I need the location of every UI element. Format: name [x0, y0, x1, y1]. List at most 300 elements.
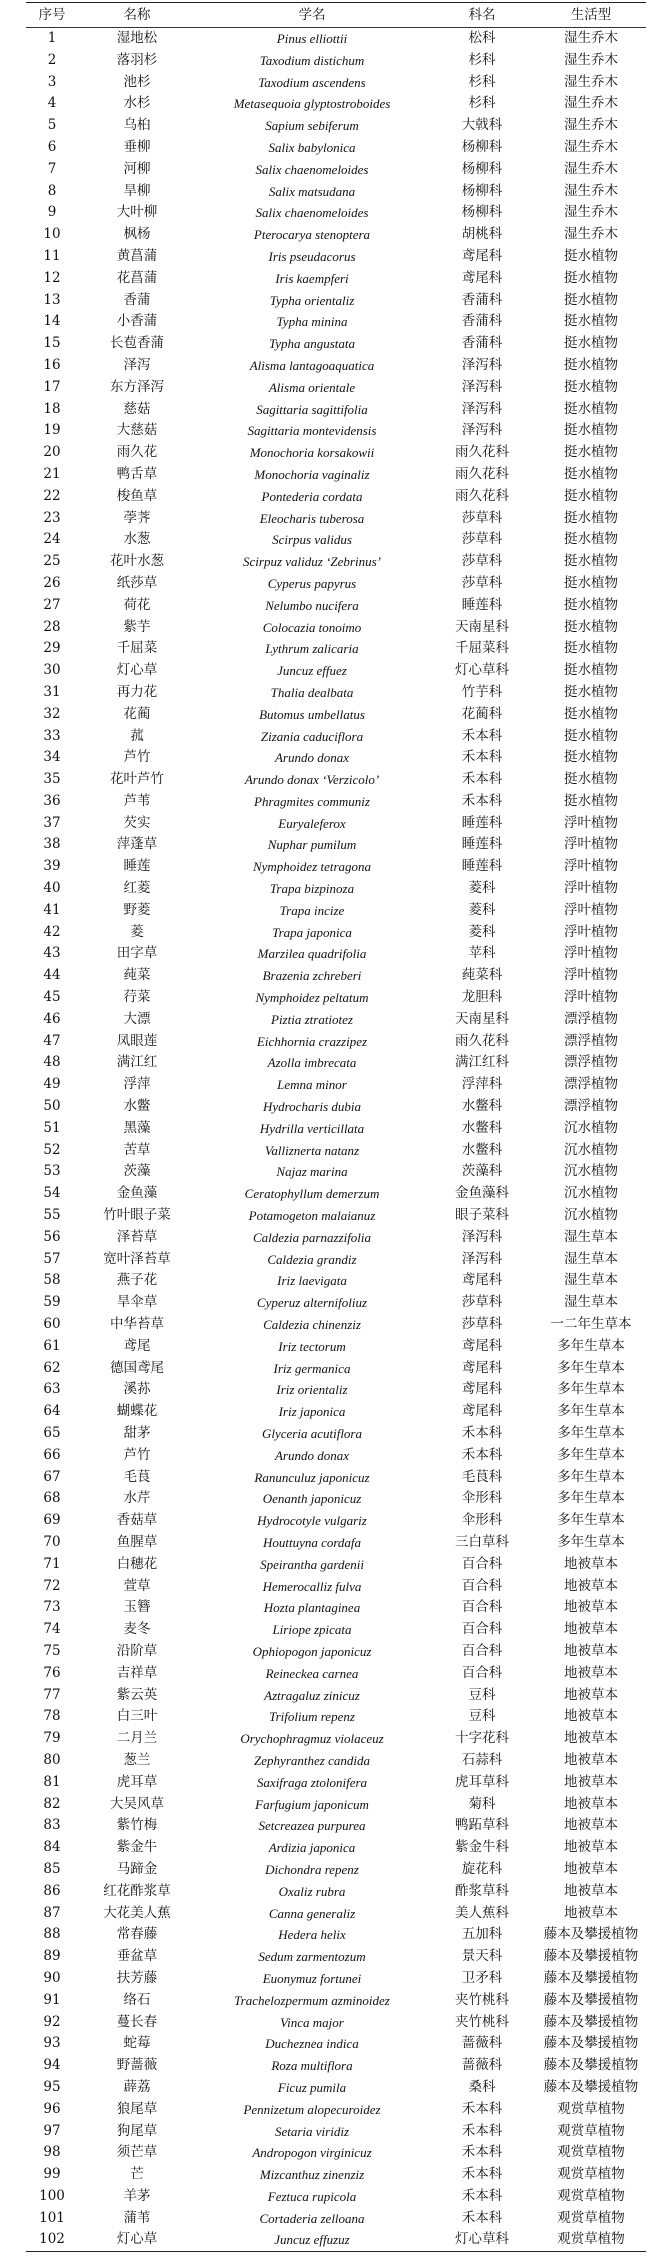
cell-scientific-name: Oxaliz rubra [278, 1883, 346, 1899]
cell-scientific-name: Alisma lantagoaquatica [249, 357, 375, 373]
cell-life-form: 多年生草本 [557, 1381, 625, 1398]
cell-scientific-name: Ceratophyllum demerzum [244, 1186, 380, 1202]
cell-life-form: 挺水植物 [564, 487, 618, 504]
cell-name: 泽泻 [123, 356, 151, 373]
cell-scientific-name: Piztia ztratiotez [271, 1011, 353, 1027]
table-header-row [26, 3, 646, 28]
cell-life-form: 湿生乔木 [564, 226, 618, 243]
cell-name: 薜荔 [123, 2078, 151, 2095]
cell-name: 鱼腥草 [116, 1533, 158, 1550]
cell-scientific-name: Zephyranthez candida [254, 1752, 370, 1768]
cell-life-form: 挺水植物 [564, 792, 618, 809]
cell-life-form: 地被草本 [564, 1773, 618, 1790]
table-row [26, 1728, 646, 1750]
cell-name: 鸢尾 [123, 1337, 151, 1354]
cell-scientific-name: Monochoria vaginaliz [254, 466, 370, 482]
cell-number: 44 [43, 967, 61, 984]
cell-life-form: 观赏草植物 [557, 2209, 625, 2226]
cell-name: 毛茛 [123, 1468, 151, 1485]
cell-life-form: 挺水植物 [564, 444, 618, 461]
cell-scientific-name: Liriope zpicata [272, 1622, 352, 1638]
cell-number: 21 [43, 465, 61, 482]
cell-life-form: 浮叶植物 [564, 880, 618, 897]
cell-name: 慈菇 [123, 400, 151, 417]
cell-family: 百合科 [461, 1621, 503, 1638]
cell-life-form: 湿生草本 [564, 1250, 618, 1267]
cell-life-form: 挺水植物 [564, 749, 618, 766]
cell-name: 黄菖蒲 [116, 247, 158, 264]
table-row [26, 442, 646, 464]
cell-life-form: 藤本及攀援植物 [543, 1926, 639, 1943]
table-row [26, 1903, 646, 1925]
cell-scientific-name: Setcreazea purpurea [258, 1818, 366, 1834]
cell-family: 杨柳科 [461, 182, 503, 199]
table-row [26, 268, 646, 290]
cell-name: 香菇草 [116, 1512, 158, 1529]
cell-name: 落羽杉 [116, 51, 158, 68]
table-row [26, 943, 646, 965]
cell-name: 溪荪 [123, 1381, 151, 1398]
cell-name: 田字草 [116, 945, 158, 962]
table-row [26, 682, 646, 704]
table-row [26, 1924, 646, 1946]
cell-scientific-name: Najaz marina [276, 1164, 348, 1180]
cell-name: 芒 [130, 2166, 144, 2183]
cell-life-form: 浮叶植物 [564, 923, 618, 940]
cell-scientific-name: Hemerocalliz fulva [262, 1578, 362, 1594]
cell-name: 花蔺 [123, 705, 151, 722]
cell-name: 旱伞草 [116, 1294, 158, 1311]
cell-family: 满江红科 [455, 1054, 509, 1071]
cell-family: 胡桃科 [461, 226, 503, 243]
cell-family: 石蒜科 [461, 1751, 503, 1768]
cell-number: 87 [43, 1904, 61, 1921]
cell-scientific-name: Taxodium distichum [259, 52, 365, 68]
cell-life-form: 观赏草植物 [557, 2144, 625, 2161]
cell-scientific-name: Juncuz effuzuz [196, 2229, 428, 2251]
table-row [26, 2142, 646, 2164]
table-row [26, 1423, 646, 1445]
cell-life-form: 沉水植物 [564, 1185, 618, 1202]
cell-name: 花叶水葱 [110, 553, 164, 570]
cell-number: 47 [43, 1032, 61, 1049]
cell-family: 旋花科 [461, 1860, 503, 1877]
cell-name: 凤眼莲 [116, 1032, 158, 1049]
cell-life-form: 地被草本 [564, 1904, 618, 1921]
cell-number: 48 [43, 1054, 61, 1071]
cell-scientific-name: Andropogon virginicuz [252, 2145, 372, 2161]
cell-scientific-name: Scirpuz validuz ‘Zebrinus’ [243, 554, 381, 570]
table-row [26, 1096, 646, 1118]
cell-name: 须芒草 [116, 2144, 158, 2161]
cell-family: 禾本科 [461, 771, 503, 788]
table-row [26, 508, 646, 530]
cell-family: 伞形科 [461, 1512, 503, 1529]
cell-family: 夹竹桃科 [455, 1991, 509, 2008]
table-row [26, 464, 646, 486]
cell-name: 狗尾草 [116, 2122, 158, 2139]
cell-life-form: 挺水植物 [564, 683, 618, 700]
cell-name: 络石 [123, 1991, 151, 2008]
table-row [26, 573, 646, 595]
cell-life-form: 地被草本 [564, 1795, 618, 1812]
cell-life-form: 挺水植物 [564, 400, 618, 417]
cell-family: 五加科 [461, 1926, 503, 1943]
cell-scientific-name: Zizania caduciflora [260, 728, 364, 744]
table-row [26, 290, 646, 312]
table-row [26, 595, 646, 617]
cell-scientific-name: Valliznerta natanz [264, 1142, 360, 1158]
cell-scientific-name: Feztuca rupicola [267, 2188, 357, 2204]
table-row [26, 50, 646, 72]
cell-life-form: 湿生草本 [564, 1228, 618, 1245]
cell-number: 96 [43, 2100, 61, 2117]
cell-life-form: 藤本及攀援植物 [543, 1948, 639, 1965]
cell-family: 天南星科 [455, 618, 509, 635]
cell-scientific-name: Hydrocharis dubia [262, 1099, 362, 1115]
table-row [26, 878, 646, 900]
table-row [26, 704, 646, 726]
cell-scientific-name: Marzilea quadrifolia [257, 946, 367, 962]
cell-name: 千屈菜 [116, 640, 158, 657]
cell-name: 垂盆草 [116, 1948, 158, 1965]
cell-family: 三白草科 [455, 1533, 509, 1550]
cell-family: 鸭跖草科 [455, 1817, 509, 1834]
cell-family: 鸢尾科 [461, 1272, 503, 1289]
cell-scientific-name: Aztragaluz zinicuz [264, 1687, 360, 1703]
cell-scientific-name: Hedera helix [278, 1927, 346, 1943]
cell-name: 蒲苇 [123, 2209, 151, 2226]
cell-scientific-name: Dichondra repenz [265, 1861, 359, 1877]
cell-number: 22 [43, 487, 61, 504]
cell-scientific-name: Sagittaria montevidensis [247, 423, 377, 439]
cell-number: 57 [43, 1250, 61, 1267]
cell-life-form: 多年生草本 [557, 1468, 625, 1485]
cell-number: 76 [43, 1664, 61, 1681]
cell-life-form: 挺水植物 [564, 705, 618, 722]
cell-scientific-name: Nymphoidez tetragona [252, 859, 372, 875]
cell-number: 36 [43, 792, 61, 809]
table-row [26, 246, 646, 268]
cell-name: 花叶芦竹 [110, 771, 164, 788]
cell-name: 乌桕 [123, 117, 151, 134]
cell-scientific-name: Arundo donax [274, 750, 350, 766]
cell-family: 莎草科 [461, 509, 503, 526]
cell-life-form: 沉水植物 [564, 1163, 618, 1180]
table-row [26, 2077, 646, 2099]
cell-number: 68 [43, 1490, 61, 1507]
cell-scientific-name: Ophiopogon japonicuz [252, 1643, 372, 1659]
cell-family: 花蔺科 [461, 705, 503, 722]
cell-family: 莎草科 [461, 531, 503, 548]
cell-life-form: 沉水植物 [564, 1141, 618, 1158]
table-row [26, 1118, 646, 1140]
cell-family: 睡莲科 [461, 814, 503, 831]
cell-family: 禾本科 [461, 2187, 503, 2204]
cell-family: 毛茛科 [461, 1468, 503, 1485]
cell-name: 水芹 [123, 1490, 151, 1507]
cell-life-form: 挺水植物 [564, 291, 618, 308]
cell-life-form: 观赏草植物 [557, 2100, 625, 2117]
cell-life-form: 观赏草植物 [536, 2229, 646, 2251]
cell-name: 白三叶 [116, 1708, 158, 1725]
table-row [26, 115, 646, 137]
cell-scientific-name: Pterocarya stenoptera [253, 227, 371, 243]
cell-scientific-name: Lemna minor [277, 1077, 347, 1093]
table-row [26, 486, 646, 508]
cell-scientific-name: Speirantha gardenii [260, 1556, 364, 1572]
cell-life-form: 漂浮植物 [564, 1076, 618, 1093]
table-row [26, 72, 646, 94]
cell-scientific-name: Arundo donax [274, 1447, 350, 1463]
cell-number: 73 [43, 1599, 61, 1616]
cell-family: 莎草科 [461, 1294, 503, 1311]
cell-number: 79 [43, 1730, 61, 1747]
cell-scientific-name: Trapa incize [279, 902, 345, 918]
table-row [26, 420, 646, 442]
table-row [26, 1379, 646, 1401]
cell-number: 80 [43, 1751, 61, 1768]
table-row [26, 1597, 646, 1619]
cell-number: 94 [43, 2057, 61, 2074]
cell-life-form: 浮叶植物 [564, 836, 618, 853]
cell-number: 34 [43, 749, 61, 766]
cell-name: 虎耳草 [116, 1773, 158, 1790]
table-row [26, 28, 646, 50]
cell-family: 桑科 [468, 2078, 496, 2095]
cell-life-form: 挺水植物 [564, 247, 618, 264]
cell-life-form: 藤本及攀援植物 [543, 1991, 639, 2008]
cell-name: 葱兰 [123, 1751, 151, 1768]
cell-name: 大叶柳 [116, 204, 158, 221]
table-row [26, 1990, 646, 2012]
table-row [26, 1314, 646, 1336]
cell-scientific-name: Pennizetum alopecuroidez [243, 2101, 381, 2117]
cell-name: 狼尾草 [116, 2100, 158, 2117]
cell-life-form: 漂浮植物 [564, 1010, 618, 1027]
table-row [26, 333, 646, 355]
table-row [26, 1663, 646, 1685]
cell-number: 5 [47, 117, 57, 134]
table-row [26, 529, 646, 551]
cell-number: 1 [47, 30, 57, 46]
table-row [26, 1249, 646, 1271]
cell-life-form: 地被草本 [564, 1664, 618, 1681]
table-row [26, 2164, 646, 2186]
cell-number: 42 [43, 923, 61, 940]
cell-name: 芦竹 [123, 1446, 151, 1463]
table-row [26, 1009, 646, 1031]
cell-family: 紫金牛科 [455, 1839, 509, 1856]
cell-life-form: 湿生草本 [564, 1272, 618, 1289]
cell-family: 百合科 [461, 1577, 503, 1594]
cell-scientific-name: Mizcanthuz zinenziz [259, 2167, 365, 2183]
cell-number: 8 [47, 182, 57, 199]
cell-family: 莎草科 [461, 574, 503, 591]
cell-life-form: 湿生乔木 [564, 117, 618, 134]
cell-name: 菱 [130, 923, 144, 940]
cell-family: 松科 [468, 30, 496, 46]
cell-name: 宽叶泽苔草 [103, 1250, 171, 1267]
cell-name: 中华苔草 [110, 1316, 164, 1333]
cell-name: 大漂 [123, 1010, 151, 1027]
cell-life-form: 挺水植物 [564, 422, 618, 439]
cell-family: 雨久花科 [455, 444, 509, 461]
cell-name: 蛇莓 [123, 2035, 151, 2052]
cell-name: 东方泽泻 [110, 378, 164, 395]
table-row [26, 1641, 646, 1663]
cell-life-form: 地被草本 [564, 1839, 618, 1856]
cell-name: 芦竹 [123, 749, 151, 766]
cell-family: 水鳖科 [461, 1141, 503, 1158]
table-row [26, 769, 646, 791]
cell-name: 河柳 [123, 160, 151, 177]
cell-scientific-name: Orychophragmuz violaceuz [240, 1731, 384, 1747]
cell-name: 萱草 [123, 1577, 151, 1594]
cell-number: 81 [43, 1773, 61, 1790]
cell-life-form: 地被草本 [564, 1621, 618, 1638]
cell-scientific-name: Iris kaempferi [275, 270, 349, 286]
cell-scientific-name: Salix matsudana [268, 183, 356, 199]
cell-life-form: 漂浮植物 [564, 1098, 618, 1115]
cell-number: 83 [43, 1817, 61, 1834]
cell-scientific-name: Caldezia grandiz [267, 1251, 357, 1267]
cell-name: 野菱 [123, 901, 151, 918]
cell-number: 67 [43, 1468, 61, 1485]
cell-life-form: 漂浮植物 [564, 1032, 618, 1049]
cell-family: 鸢尾科 [461, 1359, 503, 1376]
table-row [26, 1837, 646, 1859]
cell-number: 72 [43, 1577, 61, 1594]
cell-life-form: 观赏草植物 [557, 2166, 625, 2183]
table-row [26, 224, 646, 246]
cell-name: 灯心草 [116, 662, 158, 679]
table-row [26, 813, 646, 835]
cell-scientific-name: Brazenia zchreberi [262, 968, 362, 984]
table-row [26, 1227, 646, 1249]
cell-name: 灯心草 [78, 2229, 196, 2251]
cell-name: 湿地松 [116, 30, 158, 46]
table-row [26, 1467, 646, 1489]
table-row [26, 617, 646, 639]
cell-number: 75 [43, 1642, 61, 1659]
cell-life-form: 挺水植物 [564, 618, 618, 635]
cell-number: 51 [43, 1119, 61, 1136]
cell-family: 眼子菜科 [455, 1207, 509, 1224]
cell-scientific-name: Oenanth japonicuz [262, 1491, 362, 1507]
cell-scientific-name: Typha angustata [268, 336, 356, 352]
cell-scientific-name: Trifolium repenz [269, 1709, 355, 1725]
table-row [26, 2012, 646, 2034]
cell-life-form: 一二年生草本 [550, 1316, 632, 1333]
table-row [26, 856, 646, 878]
header-name: 名称 [78, 3, 196, 28]
cell-name: 荸荠 [123, 509, 151, 526]
cell-life-form: 藤本及攀援植物 [543, 2013, 639, 2030]
cell-name: 吉祥草 [116, 1664, 158, 1681]
cell-name: 紫金牛 [116, 1839, 158, 1856]
table-row [26, 965, 646, 987]
cell-life-form: 挺水植物 [564, 553, 618, 570]
cell-life-form: 挺水植物 [564, 574, 618, 591]
cell-family: 景天科 [461, 1948, 503, 1965]
table-row [26, 1401, 646, 1423]
cell-scientific-name: Typha minina [276, 314, 348, 330]
cell-name: 池杉 [123, 73, 151, 90]
cell-number: 3 [47, 73, 57, 90]
cell-number: 17 [43, 378, 61, 395]
cell-name: 马蹄金 [116, 1860, 158, 1877]
cell-name: 芡实 [123, 814, 151, 831]
cell-family: 鸢尾科 [461, 269, 503, 286]
cell-number: 95 [43, 2078, 61, 2095]
cell-life-form: 浮叶植物 [564, 901, 618, 918]
table-row [26, 1358, 646, 1380]
header-number: 序号 [26, 3, 78, 28]
cell-name: 竹叶眼子菜 [103, 1207, 171, 1224]
cell-life-form: 多年生草本 [557, 1490, 625, 1507]
table-row [26, 660, 646, 682]
cell-family: 禾本科 [461, 2144, 503, 2161]
cell-name: 荇菜 [123, 989, 151, 1006]
cell-scientific-name: Trapa bizpinoza [269, 881, 355, 897]
cell-scientific-name: Nymphoidez peltatum [255, 990, 369, 1006]
cell-name: 沿阶草 [116, 1642, 158, 1659]
cell-scientific-name: Pinus elliottii [276, 31, 348, 46]
cell-scientific-name: Ranunculuz japonicuz [254, 1469, 370, 1485]
cell-scientific-name: Houttuyna cordafa [262, 1534, 362, 1550]
cell-name: 茨藻 [123, 1163, 151, 1180]
cell-number: 6 [47, 138, 57, 155]
table-row [26, 1140, 646, 1162]
table-row [26, 399, 646, 421]
cell-family: 豆科 [468, 1686, 496, 1703]
cell-name: 水葱 [123, 531, 151, 548]
cell-number: 46 [43, 1010, 61, 1027]
cell-name: 雨久花 [116, 444, 158, 461]
cell-family: 苹科 [468, 945, 496, 962]
cell-scientific-name: Saxifraga ztolonifera [256, 1774, 368, 1790]
cell-family: 菱科 [468, 901, 496, 918]
cell-life-form: 浮叶植物 [564, 967, 618, 984]
cell-life-form: 挺水植物 [564, 465, 618, 482]
cell-scientific-name: Glyceria acutiflora [261, 1426, 362, 1441]
cell-number: 89 [43, 1948, 61, 1965]
cell-name: 垂柳 [123, 138, 151, 155]
cell-scientific-name: Trachelozpermum azminoidez [234, 1992, 390, 2008]
cell-number: 60 [43, 1316, 61, 1333]
cell-life-form: 地被草本 [564, 1686, 618, 1703]
table-row [26, 1815, 646, 1837]
header-family: 科名 [428, 3, 536, 28]
table-row [26, 377, 646, 399]
table-row [26, 1270, 646, 1292]
cell-scientific-name: Potamogeton malaianuz [248, 1208, 376, 1224]
cell-scientific-name: Salix chaenomeloides [255, 205, 369, 221]
cell-family: 鸢尾科 [461, 1381, 503, 1398]
table-row [26, 2099, 646, 2121]
cell-life-form: 浮叶植物 [564, 814, 618, 831]
cell-family: 雨久花科 [455, 487, 509, 504]
cell-family: 禾本科 [461, 2166, 503, 2183]
cell-number: 101 [39, 2209, 65, 2226]
cell-family: 雨久花科 [455, 1032, 509, 1049]
table-row [26, 1750, 646, 1772]
cell-name: 萍蓬草 [116, 836, 158, 853]
cell-life-form: 挺水植物 [564, 771, 618, 788]
cell-number: 16 [43, 356, 61, 373]
cell-family: 泽泻科 [461, 400, 503, 417]
